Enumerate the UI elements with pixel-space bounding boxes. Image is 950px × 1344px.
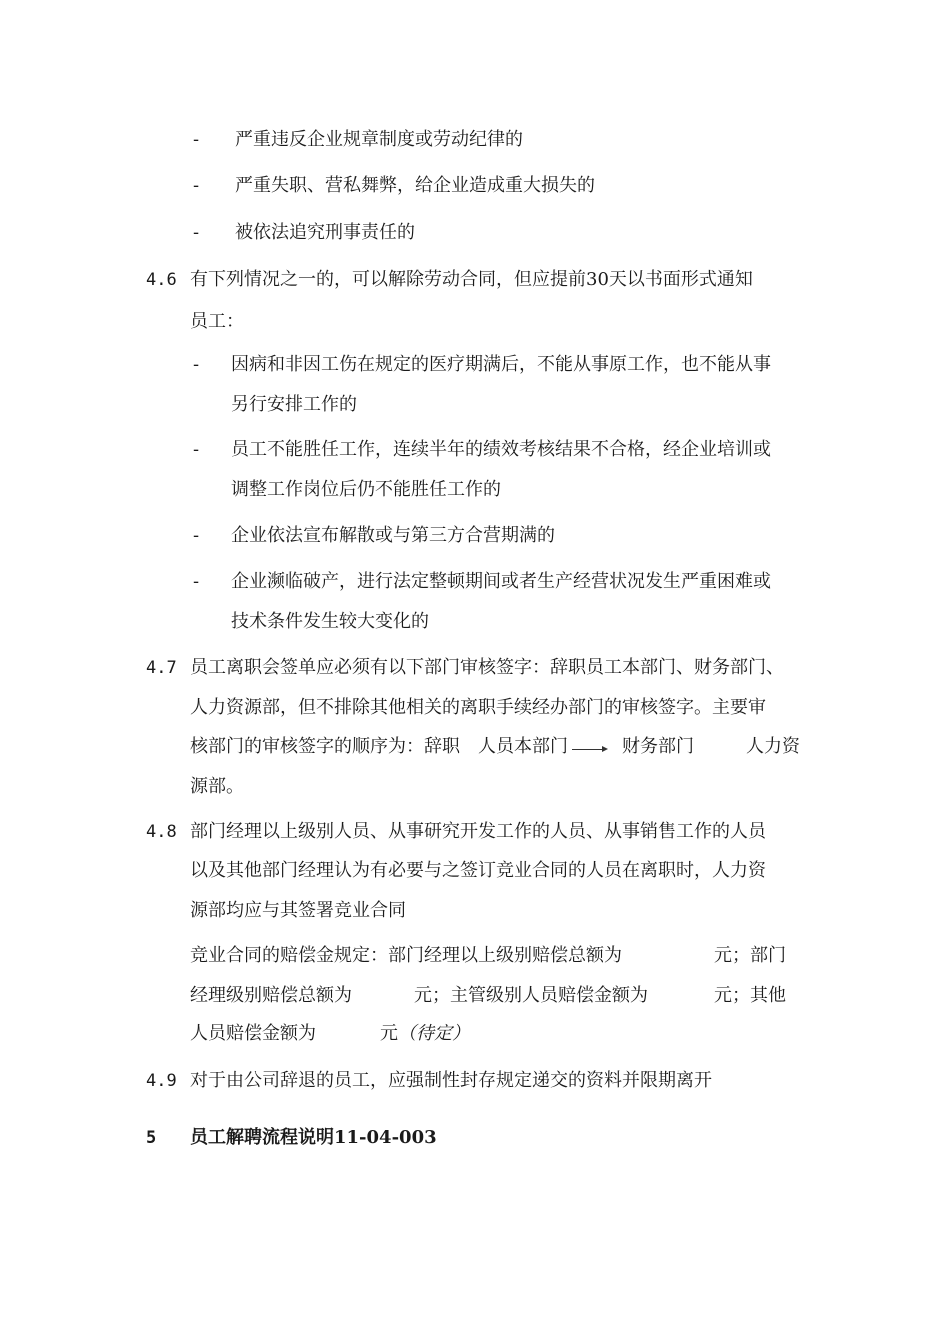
paragraph-line: 员工离职会签单应必须有以下部门审核签字：辞职员工本部门、财务部门、 <box>190 657 784 678</box>
list-item-continued: 调整工作岗位后仍不能胜任工作的 <box>231 479 501 500</box>
section-number: 4.6 <box>146 270 177 290</box>
section-number: 5 <box>146 1128 157 1148</box>
paragraph-line: 元；部门 <box>714 945 786 966</box>
paragraph-line: 人力资 <box>746 736 800 757</box>
pending-note: （待定） <box>398 1023 470 1044</box>
paragraph-line: 员工： <box>190 311 244 332</box>
paragraph-line: 以及其他部门经理认为有必要与之签订竞业合同的人员在离职时，人力资 <box>190 860 766 881</box>
list-item: 因病和非因工伤在规定的医疗期满后，不能从事原工作，也不能从事 <box>231 354 771 375</box>
paragraph-line: 源部均应与其签署竞业合同 <box>190 900 406 921</box>
section-number: 4.9 <box>146 1071 177 1091</box>
paragraph-line: 元；主管级别人员赔偿金额为 <box>414 985 648 1006</box>
list-item-continued: 技术条件发生较大变化的 <box>231 611 429 632</box>
paragraph-line: 核部门的审核签字的顺序为：辞职 <box>190 736 460 757</box>
paragraph-line: 竞业合同的赔偿金规定：部门经理以上级别赔偿总额为 <box>190 945 622 966</box>
paragraph-line: 元；其他 <box>714 985 786 1006</box>
paragraph-line: 人员赔偿金额为 <box>190 1023 316 1044</box>
bullet-dash: - <box>193 439 200 460</box>
flow-arrow-icon <box>572 749 606 750</box>
list-item: 严重违反企业规章制度或劳动纪律的 <box>235 129 523 150</box>
list-item: 严重失职、营私舞弊，给企业造成重大损失的 <box>235 175 595 196</box>
section-heading: 员工解聘流程说明11-04-003 <box>190 1127 437 1148</box>
bullet-dash: - <box>193 354 200 375</box>
paragraph-line: 有下列情况之一的，可以解除劳动合同，但应提前30天以书面形式通知 <box>190 269 753 290</box>
list-item: 被依法追究刑事责任的 <box>235 222 415 243</box>
list-item-continued: 另行安排工作的 <box>231 394 357 415</box>
list-item: 企业依法宣布解散或与第三方合营期满的 <box>231 525 555 546</box>
paragraph-line: 元 <box>380 1023 398 1044</box>
paragraph-line: 经理级别赔偿总额为 <box>190 985 352 1006</box>
paragraph-line: 部门经理以上级别人员、从事研究开发工作的人员、从事销售工作的人员 <box>190 821 766 842</box>
list-item: 企业濒临破产，进行法定整顿期间或者生产经营状况发生严重困难或 <box>231 571 771 592</box>
bullet-dash: - <box>193 129 200 150</box>
paragraph-line: 源部。 <box>190 776 244 797</box>
paragraph-line: 人员本部门 <box>478 736 568 757</box>
paragraph-line: 财务部门 <box>622 736 694 757</box>
paragraph-line: 对于由公司辞退的员工，应强制性封存规定递交的资料并限期离开 <box>190 1070 712 1091</box>
section-number: 4.7 <box>146 658 177 678</box>
list-item: 员工不能胜任工作，连续半年的绩效考核结果不合格，经企业培训或 <box>231 439 771 460</box>
paragraph-line: 人力资源部，但不排除其他相关的离职手续经办部门的审核签字。主要审 <box>190 697 766 718</box>
bullet-dash: - <box>193 175 200 196</box>
section-number: 4.8 <box>146 822 177 842</box>
bullet-dash: - <box>193 525 200 546</box>
bullet-dash: - <box>193 222 200 243</box>
bullet-dash: - <box>193 571 200 592</box>
